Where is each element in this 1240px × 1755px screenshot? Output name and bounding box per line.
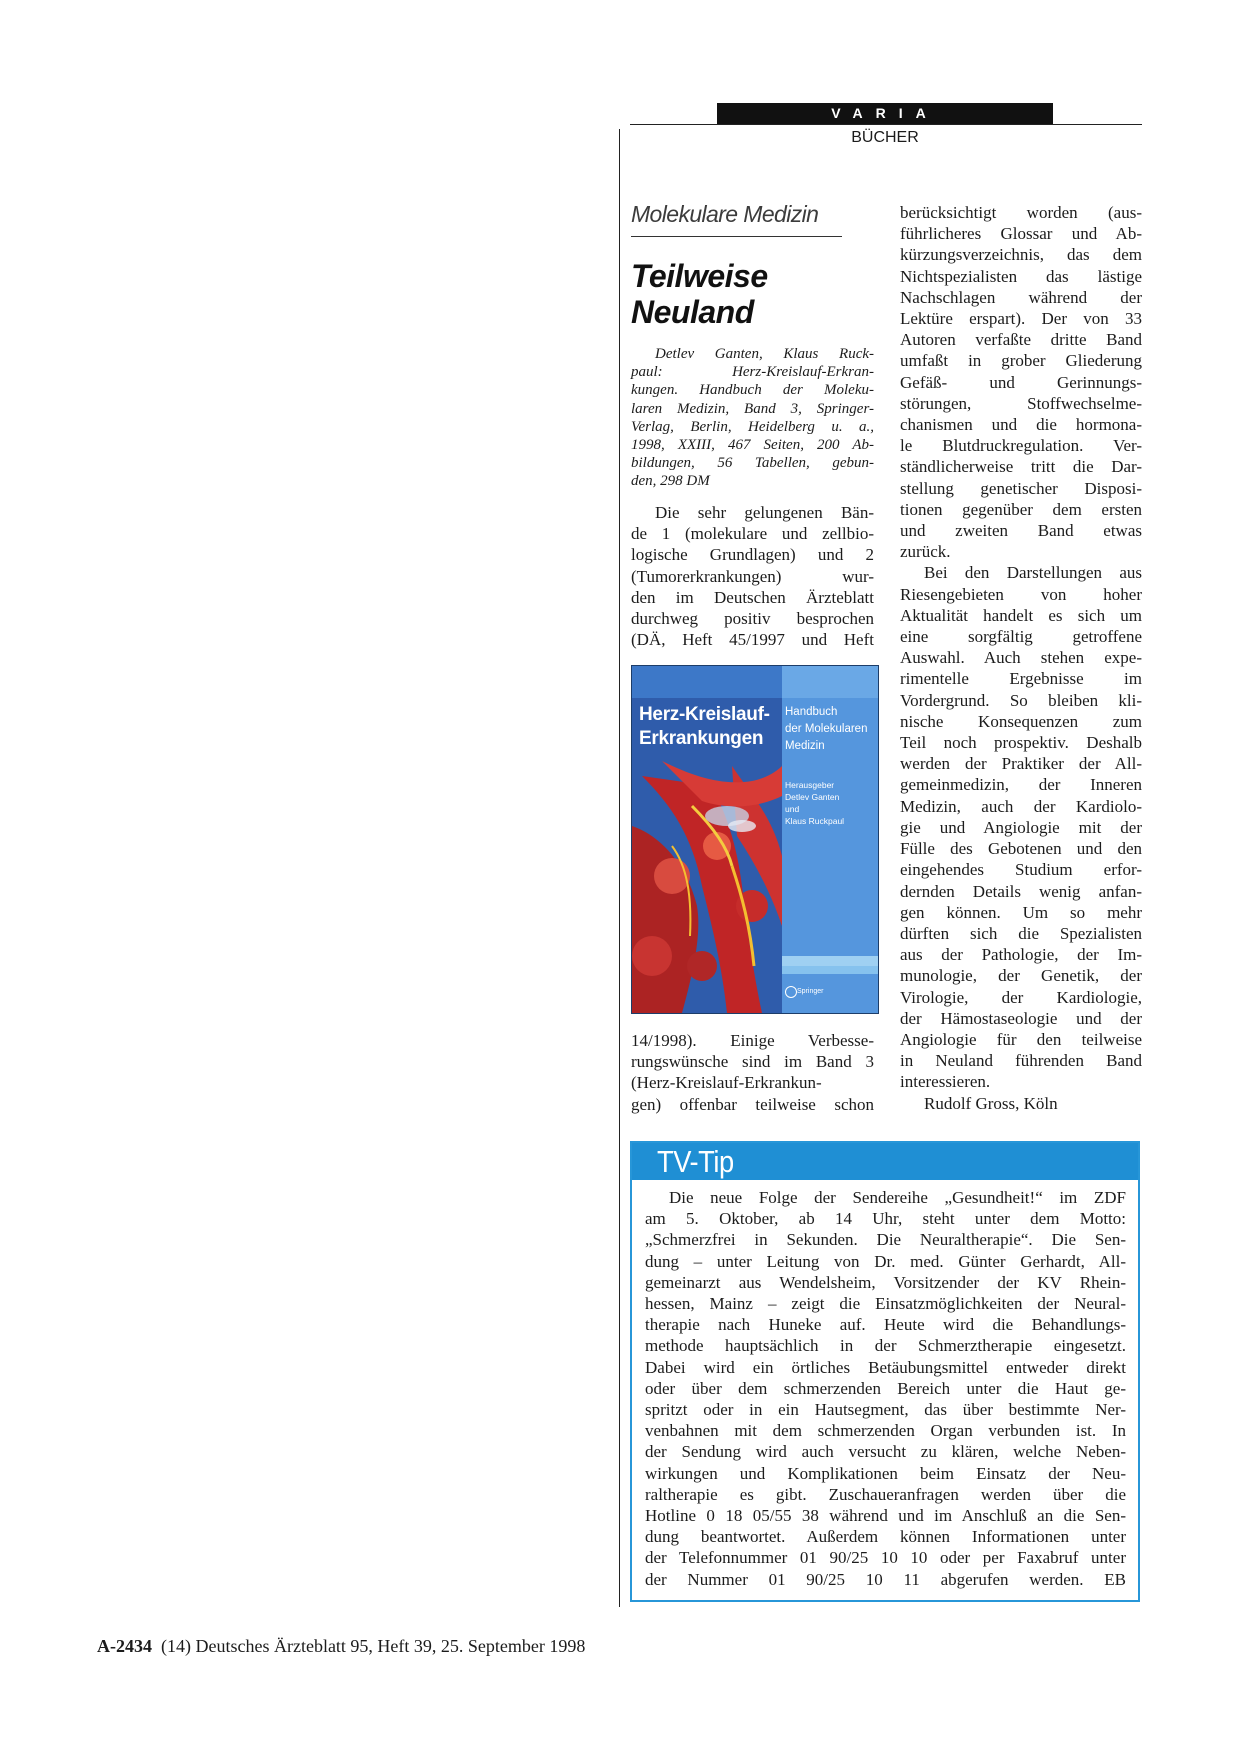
article-line: werden der Praktiker der All- xyxy=(900,754,1142,774)
bib-line: paul: Herz-Kreislauf-Erkran- xyxy=(631,364,874,381)
cover-editor-line: Herausgeber xyxy=(785,780,835,790)
article-line: (Herz-Kreislauf-Erkrankun- xyxy=(631,1073,822,1093)
article-line: chanismen und die hormona- xyxy=(900,415,1142,435)
article-line: eingehendes Studium erfor- xyxy=(900,860,1142,880)
kicker-rule xyxy=(631,236,842,237)
tv-tip-line: gemeinarzt aus Wendelsheim, Vorsitzender der KV Rhein- xyxy=(645,1272,1126,1292)
bib-line: bildungen, 56 Tabellen, gebun- xyxy=(631,455,874,472)
article-line: logische Grundlagen) und 2 xyxy=(631,545,874,565)
article-line: Angiologie für den teilweise xyxy=(900,1029,1142,1049)
page-code: A-2434 xyxy=(97,1636,152,1656)
article-line: eine sorgfältig getroffene xyxy=(900,627,1142,647)
article-line: (DÄ, Heft 45/1997 und Heft xyxy=(631,630,874,650)
headline-line: Teilweise xyxy=(631,258,768,294)
bib-line: Detlev Ganten, Klaus Ruck- xyxy=(655,346,874,362)
cover-publisher: Springer xyxy=(797,988,824,995)
article-line: dürften sich die Spezialisten xyxy=(900,923,1142,943)
cover-editor-line: Detlev Ganten xyxy=(785,792,840,802)
tv-tip-line: Die neue Folge der Sendereihe „Gesundheit!“ im ZDF xyxy=(669,1188,1126,1207)
publisher-logo-icon xyxy=(785,986,797,998)
article-line: Auswahl. Auch stehen expe- xyxy=(900,648,1142,668)
headline-line: Neuland xyxy=(631,294,754,330)
book-cover-image xyxy=(631,665,879,1014)
tv-tip-line: Dabei wird ein örtliches Betäubungsmittel entweder direkt xyxy=(645,1357,1126,1377)
article-line: gemeinmedizin, der Inneren xyxy=(900,775,1142,795)
bib-line: laren Medizin, Band 3, Springer- xyxy=(631,400,874,417)
article-text-col2 xyxy=(900,202,1142,1114)
column-rule xyxy=(619,129,620,1607)
tv-tip-line: spritzt oder in ein Hautsegment, das über bestimmte Ner- xyxy=(645,1400,1126,1420)
article-line: berücksichtigt worden (aus- xyxy=(900,203,1142,222)
tv-tip-line: methode hauptsächlich in der Schmerztherapie eingesetzt. xyxy=(645,1336,1126,1356)
bib-line: den, 298 DM xyxy=(631,473,710,490)
article-line: Medizin, auch der Kardiolo- xyxy=(900,796,1142,816)
article-line: in Neuland führenden Band xyxy=(900,1051,1142,1071)
article-line: Gefäß- und Gerinnungs- xyxy=(900,372,1142,392)
article-line: dernden Details wenig anfan- xyxy=(900,881,1142,901)
cover-editor-line: Klaus Ruckpaul xyxy=(785,816,845,826)
tv-tip-line: raltherapie es gibt. Zuschaueranfragen werden über die xyxy=(645,1484,1126,1504)
article-line: zurück. xyxy=(900,542,951,562)
tv-tip-line: hessen, Mainz – zeigt die Einsatzmöglichkeiten der Neural- xyxy=(645,1294,1126,1314)
bibliographic-info xyxy=(631,345,874,491)
tv-tip-line: therapie nach Huneke auf. Heute wird die Behandlungs- xyxy=(645,1315,1126,1335)
tv-tip-line: der Nummer 01 90/25 10 11 abgerufen werden. EB xyxy=(645,1569,1126,1589)
cover-series-line: der Molekularen xyxy=(785,723,868,735)
tv-tip-line: wirkungen und Komplikationen beim Einsatz der Neu- xyxy=(645,1463,1126,1483)
article-line: Autoren verfaßte dritte Band xyxy=(900,330,1142,350)
tv-tip-line: Hotline 0 18 05/55 38 während und im Anschluß an die Sen- xyxy=(645,1506,1126,1526)
cover-series xyxy=(785,704,879,755)
article-line: stellung genetischer Disposi- xyxy=(900,478,1142,498)
header-rule xyxy=(630,124,1142,125)
article-line: rungswünsche sind im Band 3 xyxy=(631,1052,874,1072)
article-line: Teil noch prospektiv. Deshalb xyxy=(900,733,1142,753)
article-line: gie und Angiologie mit der xyxy=(900,817,1142,837)
tv-tip-line: am 5. Oktober, ab 14 Uhr, steht unter dem Motto: xyxy=(645,1209,1126,1229)
article-line: durchweg positiv besprochen xyxy=(631,609,874,629)
article-line: umfaßt in grober Gliederung xyxy=(900,351,1142,371)
article-headline xyxy=(631,258,871,330)
cover-editor-line: und xyxy=(785,804,800,814)
article-line: Lektüre erspart). Der von 33 xyxy=(900,309,1142,329)
article-line: gen können. Um so mehr xyxy=(900,902,1142,922)
tv-tip-text xyxy=(645,1187,1126,1590)
article-line: störungen, Stoffwechselme- xyxy=(900,393,1142,413)
article-line: Die sehr gelungenen Bän- xyxy=(655,503,874,522)
article-line: de 1 (molekulare und zellbio- xyxy=(631,524,874,544)
article-line: Bei den Darstellungen aus xyxy=(924,563,1142,583)
tv-tip-line: der Telefonnummer 01 90/25 10 10 oder per Faxabruf unter xyxy=(645,1548,1126,1568)
section-label: BÜCHER xyxy=(851,129,919,146)
cover-series-line: Handbuch xyxy=(785,706,838,718)
article-kicker: Molekulare Medizin xyxy=(631,201,819,227)
article-line: rimentelle Ergebnisse im xyxy=(900,669,1142,689)
article-line: den im Deutschen Ärzteblatt xyxy=(631,587,874,607)
article-line: nische Konsequenzen zum xyxy=(900,711,1142,731)
article-line: (Tumorerkrankungen) wur- xyxy=(631,566,874,586)
tv-tip-line: venbahnen mit dem schmerzenden Organ verbunden ist. In xyxy=(645,1421,1126,1441)
article-line: interessieren. xyxy=(900,1072,991,1092)
footer-citation: (14) Deutsches Ärzteblatt 95, Heft 39, 25. September 1998 xyxy=(161,1636,586,1656)
cover-editors xyxy=(785,779,879,827)
cover-series-line: Medizin xyxy=(785,740,825,752)
section-banner: VARIA xyxy=(717,103,1053,124)
tv-tip-line: dung beantwortet. Außerdem können Informationen unter xyxy=(645,1527,1126,1547)
tv-tip-line: „Schmerzfrei in Sekunden. Die Neuraltherapie“. Die Sen- xyxy=(645,1230,1126,1250)
article-line: Aktualität handelt es sich um xyxy=(900,605,1142,625)
article-line: tionen gegenüber dem ersten xyxy=(900,499,1142,519)
article-line: gen) offenbar teilweise schon xyxy=(631,1094,874,1114)
article-line: Virologie, der Kardiologie, xyxy=(900,987,1142,1007)
bib-line: Verlag, Berlin, Heidelberg u. a., xyxy=(631,418,874,435)
article-line: Nachschlagen während der xyxy=(900,287,1142,307)
tv-tip-line: der Sendung wird auch versucht zu klären, welche Neben- xyxy=(645,1442,1126,1462)
article-line: le Blutdruckregulation. Ver- xyxy=(900,436,1142,456)
article-line: Riesengebieten von hoher xyxy=(900,584,1142,604)
article-line: Fülle des Gebotenen und den xyxy=(900,839,1142,859)
article-author: Rudolf Gross, Köln xyxy=(924,1093,1058,1113)
tv-tip-title: TV-Tip xyxy=(657,1144,734,1179)
bib-line: 1998, XXIII, 467 Seiten, 200 Ab- xyxy=(631,437,874,454)
article-text-col1-bottom xyxy=(631,1030,874,1115)
article-line: und zweiten Band etwas xyxy=(900,521,1142,541)
article-line: munologie, der Genetik, der xyxy=(900,966,1142,986)
article-line: ständlicherweise tritt die Dar- xyxy=(900,457,1142,477)
page-footer xyxy=(97,1636,585,1657)
article-line: führlicheres Glossar und Ab- xyxy=(900,224,1142,244)
article-line: 14/1998). Einige Verbesse- xyxy=(631,1031,874,1050)
article-line: kürzungsverzeichnis, das dem xyxy=(900,245,1142,265)
article-line: Nichtspezialisten das lästige xyxy=(900,266,1142,286)
cover-title: Erkrankungen xyxy=(639,728,764,749)
tv-tip-line: dung – unter Leitung von Dr. med. Günter Gerhardt, All- xyxy=(645,1251,1126,1271)
article-line: Vordergrund. So bleiben kli- xyxy=(900,690,1142,710)
article-line: der Hämostaseologie und der xyxy=(900,1008,1142,1028)
article-text-col1-top xyxy=(631,502,874,650)
bib-line: kungen. Handbuch der Moleku- xyxy=(631,382,874,399)
tv-tip-line: oder über dem schmerzenden Bereich unter die Haut ge- xyxy=(645,1378,1126,1398)
article-line: aus der Pathologie, der Im- xyxy=(900,945,1142,965)
cover-title: Herz-Kreislauf- xyxy=(639,704,770,725)
